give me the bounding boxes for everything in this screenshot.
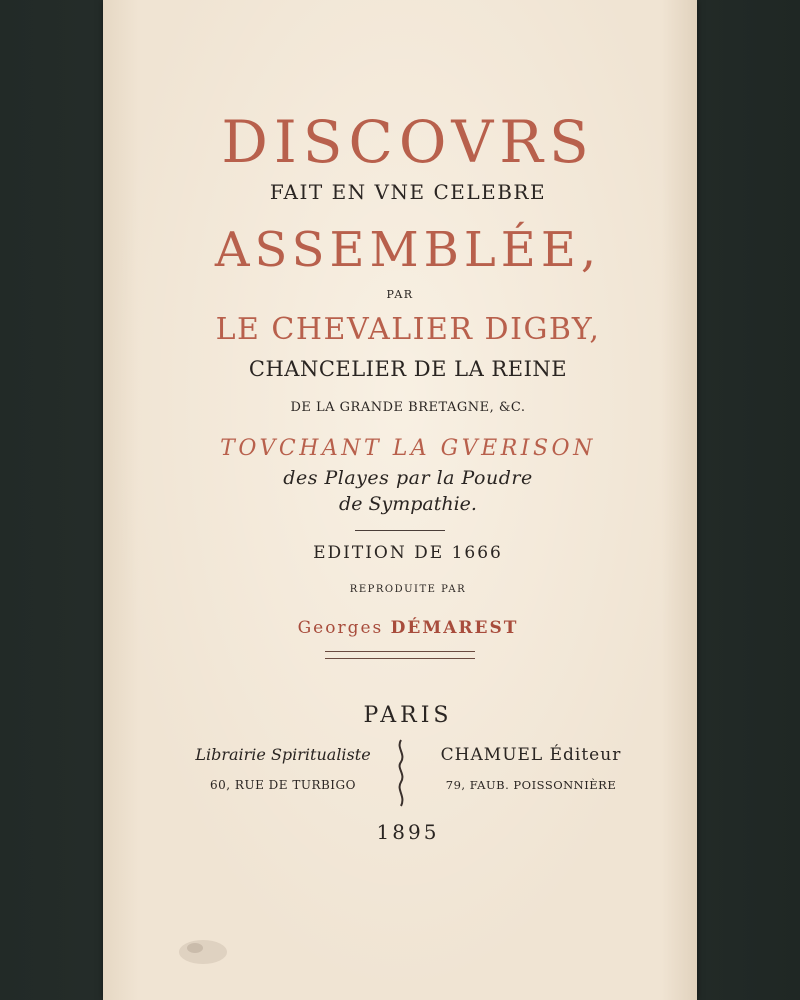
imprint-year: 1895 — [376, 820, 440, 844]
subject-line-3: de Sympathie. — [339, 493, 477, 515]
author-region: DE LA GRANDE BRETAGNE, &C. — [290, 400, 526, 415]
editor-first-name: Georges — [297, 618, 384, 638]
paper-stain — [173, 930, 233, 970]
reproduced-by-label: REPRODUITE PAR — [349, 584, 467, 595]
par-label: PAR — [386, 288, 414, 301]
divider-lower-1 — [325, 651, 475, 652]
publisher-right-address: 79, FAUB. POISSONNIÈRE — [445, 778, 617, 792]
title-assemblee: ASSEMBLÉE, — [214, 222, 602, 278]
publisher-right-name: CHAMUEL Éditeur — [440, 745, 622, 765]
editor-name — [111, 618, 705, 638]
title-discovrs: DISCOVRS — [221, 108, 595, 176]
editor-last-name: DÉMAREST — [390, 618, 519, 638]
title-page — [103, 0, 697, 1000]
divider-upper — [355, 530, 445, 531]
author-name: LE CHEVALIER DIGBY, — [215, 312, 601, 347]
publisher-left-address: 60, RUE DE TURBIGO — [210, 778, 356, 792]
subject-line-1: TOVCHANT LA GVERISON — [220, 436, 596, 461]
subject-line-2: des Playes par la Poudre — [283, 467, 533, 489]
imprint-city: PARIS — [363, 703, 453, 728]
edition-label: EDITION DE 1666 — [313, 543, 503, 563]
divider-lower-2 — [325, 658, 475, 659]
author-position: CHANCELIER DE LA REINE — [248, 357, 568, 381]
publisher-left-name: Librairie Spiritualiste — [195, 745, 371, 764]
title-subline: FAIT EN VNE CELEBRE — [269, 180, 547, 204]
brace-ornament — [393, 738, 409, 808]
